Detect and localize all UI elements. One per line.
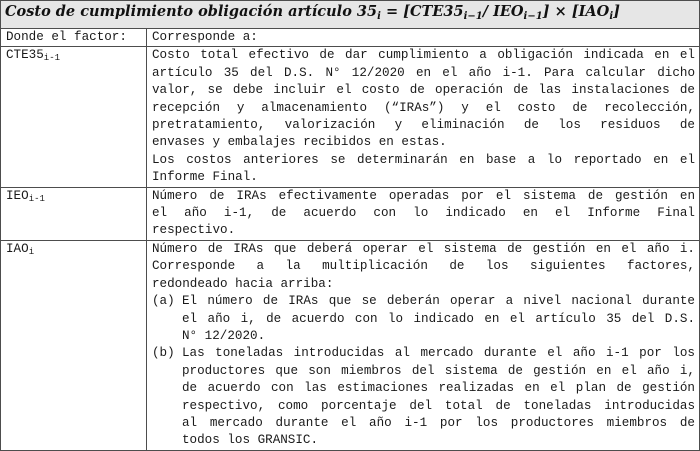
definition-line: pretratamiento, valorización y eliminación de los residuos de bbox=[152, 118, 695, 133]
formula-times: ] × [IAO bbox=[542, 3, 610, 20]
list-item-line: todos los GRANSIC. bbox=[182, 433, 319, 448]
definition-line: artículo 35 del D.S. N° 12/2020 en el año i-1. Para calcular dicho bbox=[152, 65, 695, 80]
definition-line: Corresponde a la multiplicación de los siguientes factores, bbox=[152, 259, 695, 274]
list-item-label: (a) bbox=[152, 294, 175, 309]
definition-line: Número de IRAs efectivamente operadas por el sistema de gestión en bbox=[152, 188, 695, 203]
definition-line: el año i-1, de acuerdo con lo indicado en el Informe Final bbox=[152, 206, 695, 221]
formula-sub-1: i−1 bbox=[463, 11, 483, 22]
list-item-line: N° 12/2020. bbox=[182, 328, 266, 343]
factor-name: CTE35 bbox=[6, 48, 44, 63]
formula-title-sub: i bbox=[377, 11, 381, 22]
list-item bbox=[152, 345, 695, 449]
table-row bbox=[1, 240, 700, 450]
formula-title: Costo de cumplimiento obligación artículo 35 bbox=[5, 3, 378, 20]
formula-header bbox=[1, 1, 700, 29]
formula-eq: = [CTE35 bbox=[380, 3, 464, 20]
list-item-line: respectivo, como porcentaje del total de toneladas introducidas bbox=[182, 398, 695, 413]
definition-line: Los costos anteriores se determinarán en base a lo reportado en el bbox=[152, 152, 695, 167]
list-item-line: al mercado durante el año i-1 por los productores miembros de bbox=[182, 415, 695, 430]
column-header-factor: Donde el factor: bbox=[1, 29, 147, 47]
formula-sub-2: i−1 bbox=[523, 11, 543, 22]
definition-line: respectivo. bbox=[152, 223, 236, 238]
formula-div: / IEO bbox=[482, 3, 524, 20]
factor-subscript: i-1 bbox=[43, 53, 60, 64]
list-item-line: productores que son miembros del sistema de gestión en el año i, bbox=[182, 363, 695, 378]
list-item-line: el año i, de acuerdo con lo indicado en el artículo 35 del D.S. bbox=[182, 311, 695, 326]
factor-name: IEO bbox=[6, 188, 29, 203]
factor-cell bbox=[1, 47, 147, 187]
definition-cell bbox=[147, 240, 700, 450]
list-item bbox=[152, 293, 695, 345]
factor-subscript: i-1 bbox=[28, 193, 45, 204]
definition-line: Costo total efectivo de dar cumplimiento a obligación indicada en el bbox=[152, 48, 695, 63]
list-item-line: El número de IRAs que se deberán operar a nivel nacional durante bbox=[182, 294, 695, 309]
definition-line: recepción y almacenamiento (“IRAs”) y el costo de recolección, bbox=[152, 100, 695, 115]
factor-cell bbox=[1, 240, 147, 450]
factor-cell bbox=[1, 187, 147, 240]
list-item-line: de acuerdo con las estimaciones realizadas en el plan de gestión bbox=[182, 381, 695, 396]
definition-cell bbox=[147, 187, 700, 240]
column-header-meaning: Corresponde a: bbox=[147, 29, 700, 47]
definition-line: valor, se debe incluir el costo de operación de las instalaciones de bbox=[152, 83, 695, 98]
factor-subscript: i bbox=[28, 246, 35, 257]
definition-cell bbox=[147, 47, 700, 187]
formula-sub-3: i bbox=[609, 11, 614, 22]
table-row bbox=[1, 47, 700, 187]
table-row bbox=[1, 187, 700, 240]
factor-name: IAO bbox=[6, 241, 29, 256]
definition-line: redondeado hacia arriba: bbox=[152, 276, 334, 291]
list-item-label: (b) bbox=[152, 346, 175, 361]
definition-line: envases y embalajes recibidos en estas. bbox=[152, 135, 447, 150]
definition-line: Informe Final. bbox=[152, 170, 258, 185]
formula-end: ] bbox=[613, 3, 620, 20]
list-item-line: Las toneladas introducidas al mercado durante el año i-1 por los bbox=[182, 346, 695, 361]
definition-line: Número de IRAs que deberá operar el sistema de gestión en el año i. bbox=[152, 241, 695, 256]
